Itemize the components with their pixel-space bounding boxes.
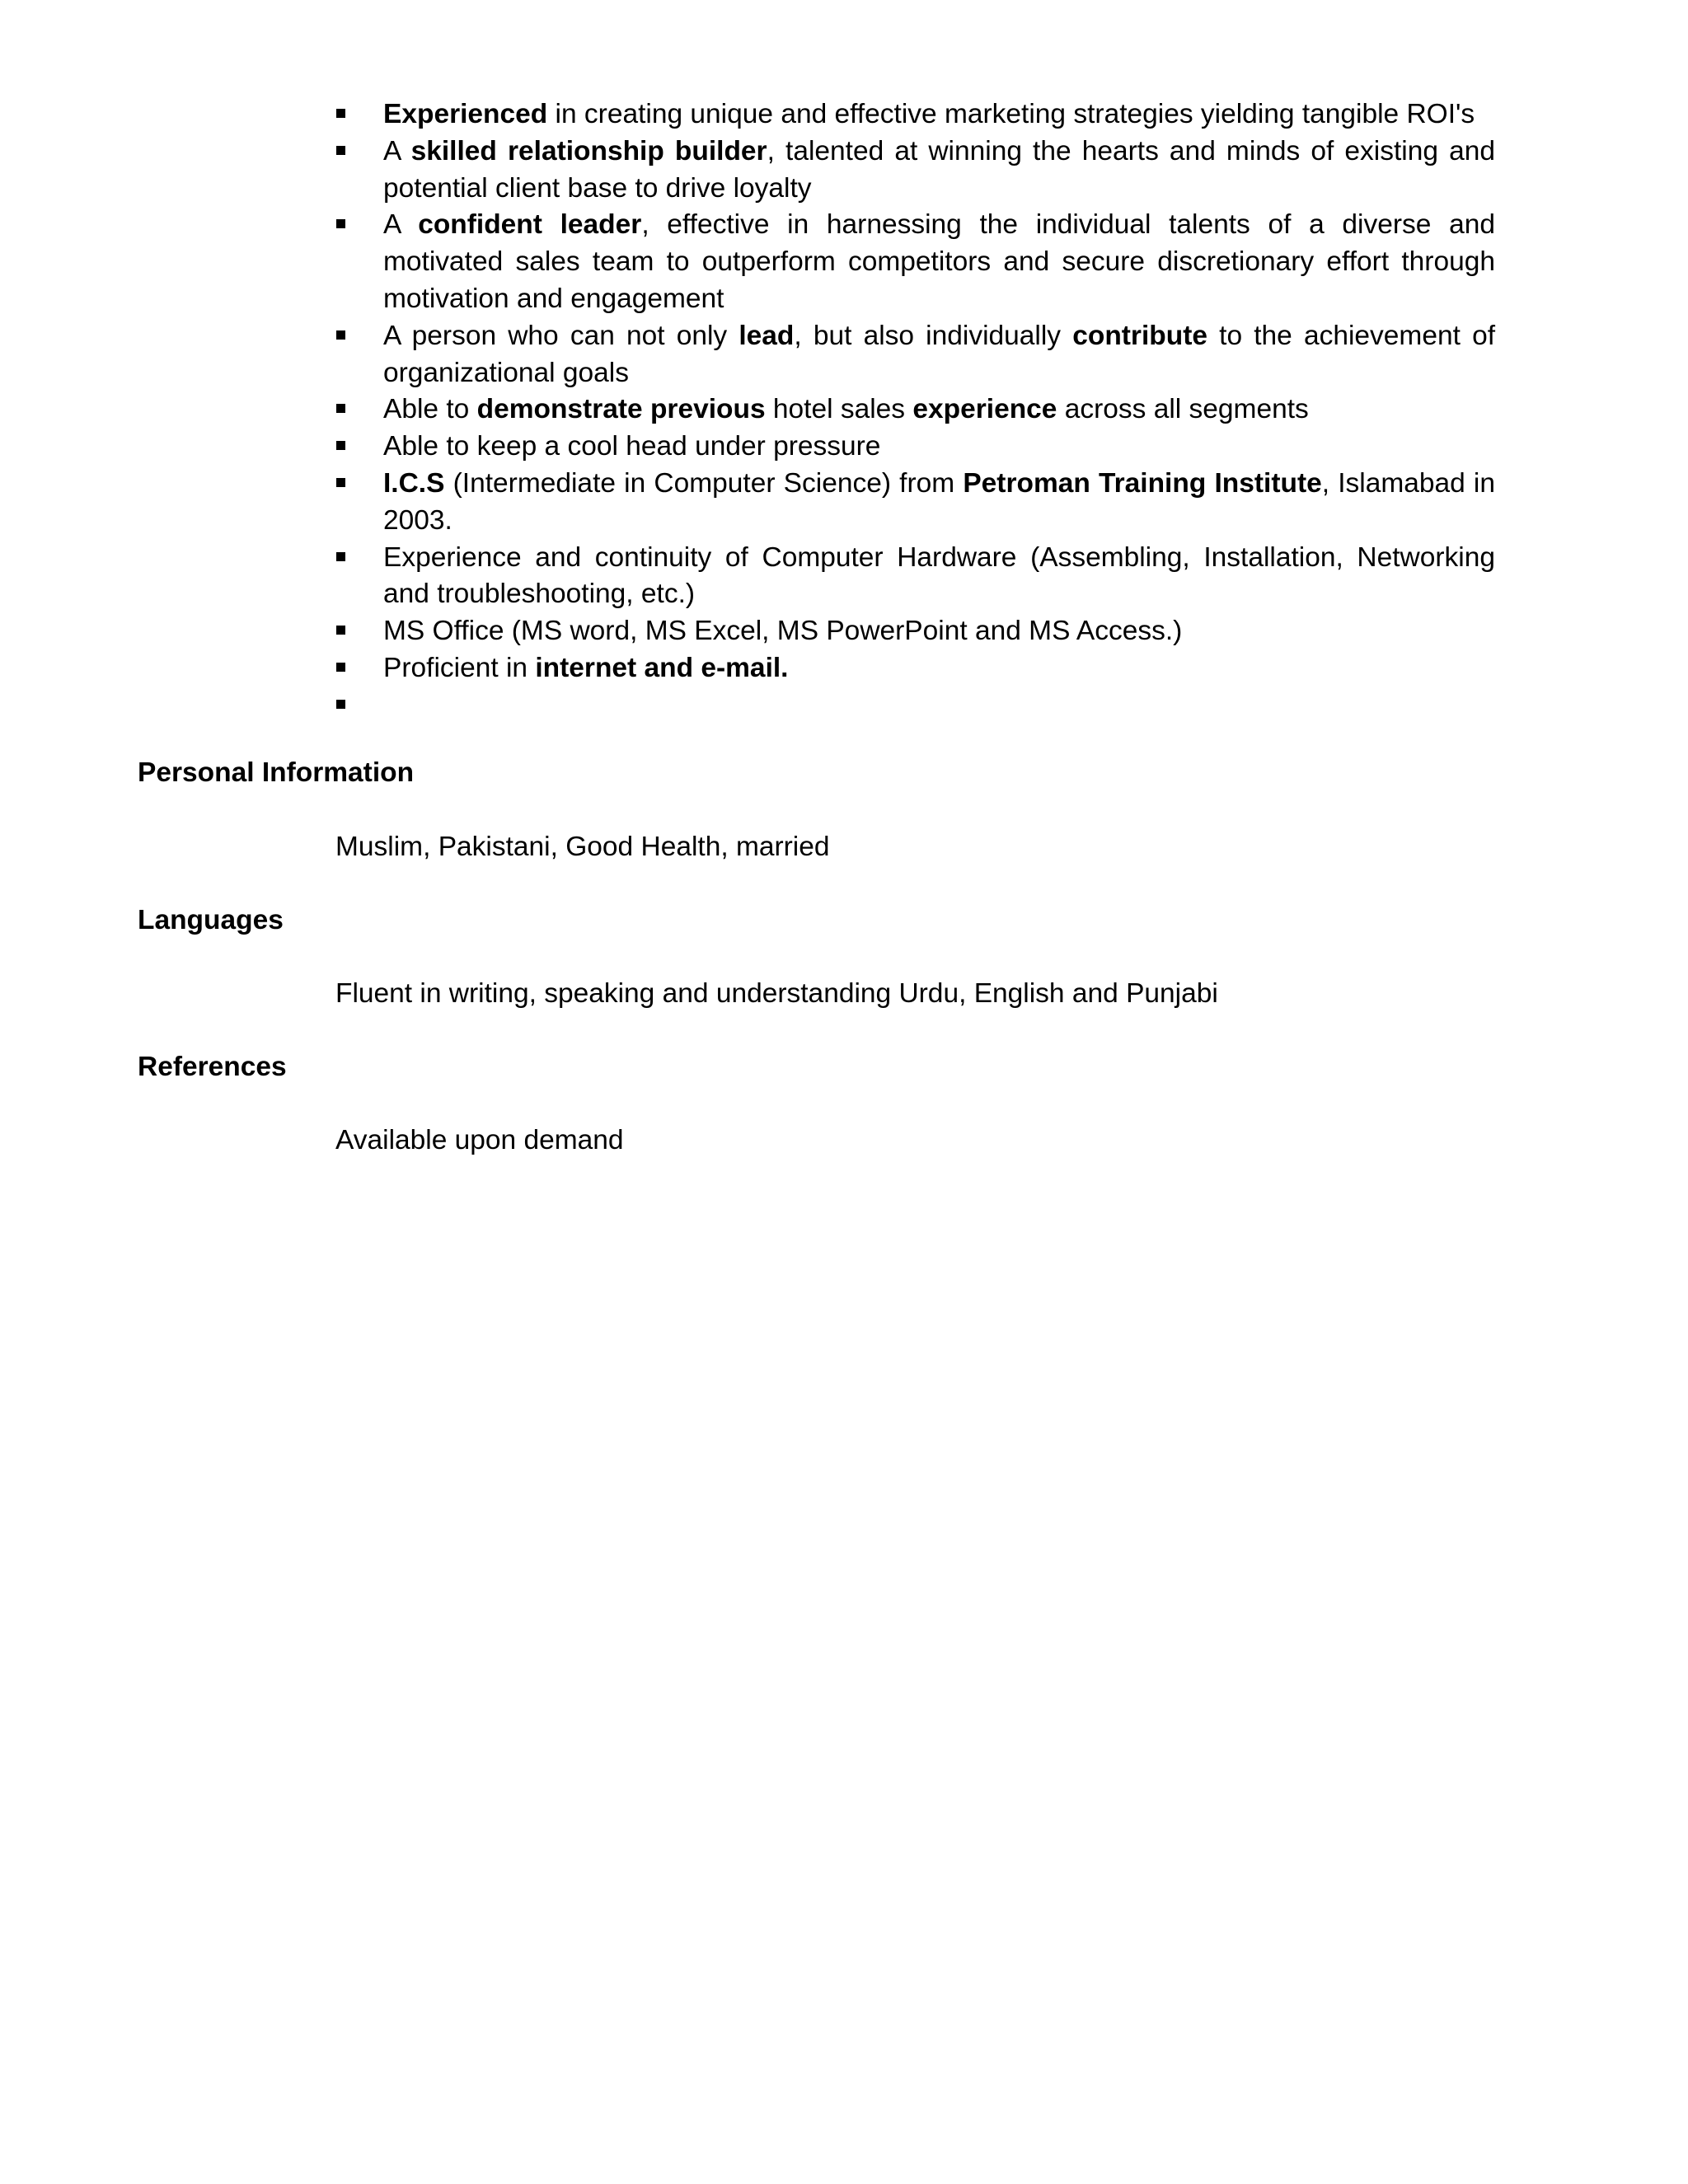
text-segment: A [383, 209, 419, 241]
skill-bullet-item [331, 96, 1495, 134]
text-segment: (Intermediate in Computer Science) from [444, 467, 964, 499]
text-segment: , talented at winning the hearts and minds of existing and potential client base to drive loyalty [383, 135, 1495, 204]
bold-text-segment: experience [912, 394, 1057, 425]
languages-heading: Languages [138, 905, 284, 935]
skill-bullet-item [331, 540, 1495, 614]
square-bullet-icon [336, 330, 345, 340]
skills-bullet-list [331, 96, 1495, 724]
skill-bullet-text [383, 209, 1495, 314]
skill-bullet-text [383, 321, 1495, 388]
personal-information-heading: Personal Information [138, 757, 415, 788]
skill-bullet-text [383, 542, 1495, 610]
bold-text-segment: contribute [1072, 320, 1207, 351]
square-bullet-icon [336, 626, 345, 635]
skill-bullet-item [331, 391, 1495, 429]
text-segment: across all segments [1057, 394, 1309, 425]
skill-bullet-item [331, 134, 1495, 208]
bold-text-segment: skilled relationship builder [410, 135, 767, 166]
skill-bullet-text [383, 394, 1309, 424]
square-bullet-icon [336, 441, 345, 450]
skill-bullet-text [383, 653, 789, 683]
skill-bullet-text [383, 690, 391, 720]
skill-bullet-text [383, 99, 1475, 129]
bold-text-segment: Petroman Training Institute [963, 467, 1322, 499]
bold-text-segment: demonstrate previous [476, 394, 766, 425]
skill-bullet-item [331, 613, 1495, 650]
references-text: Available upon demand [335, 1125, 624, 1155]
text-segment: A [383, 135, 411, 166]
skill-bullet-item [331, 687, 1495, 724]
skill-bullet-item [331, 318, 1495, 392]
text-segment: , effective in harnessing the individual talents of a diverse and motivated sales team to outperform competitors and secure discretionary effort through motivation and engagement [383, 209, 1495, 314]
skill-bullet-text [383, 431, 880, 462]
skill-bullet-text [383, 616, 1182, 646]
square-bullet-icon [336, 219, 345, 228]
square-bullet-icon [336, 146, 345, 155]
skill-bullet-text [383, 136, 1495, 204]
references-heading: References [138, 1052, 287, 1082]
text-segment: MS Office (MS word, MS Excel, MS PowerPoint and MS Access.) [383, 616, 1183, 647]
square-bullet-icon [336, 700, 345, 709]
text-segment: , but also individually [794, 320, 1073, 351]
text-segment: , Islamabad in 2003. [383, 467, 1496, 536]
text-segment: Able to keep a cool head under pressure [383, 431, 881, 462]
bold-text-segment: internet and e-mail. [535, 652, 789, 683]
square-bullet-icon [336, 552, 345, 561]
text-segment: Able to [383, 394, 477, 425]
square-bullet-icon [336, 663, 345, 672]
text-segment: Experience and continuity of Computer Hardware (Assembling, Installation, Networking and troubleshooting, etc.) [383, 541, 1495, 610]
text-segment: hotel sales [765, 394, 913, 425]
personal-information-text: Muslim, Pakistani, Good Health, married [335, 832, 830, 862]
text-segment: A person who can not only [383, 320, 739, 351]
bold-text-segment: Experienced [383, 99, 548, 129]
skill-bullet-item [331, 207, 1495, 317]
skill-bullet-item [331, 429, 1495, 466]
bold-text-segment: I.C.S [383, 467, 445, 499]
skill-bullet-text [383, 468, 1495, 536]
languages-text: Fluent in writing, speaking and understanding Urdu, English and Punjabi [335, 978, 1218, 1009]
skill-bullet-item [331, 466, 1495, 540]
text-segment: in creating unique and effective marketing strategies yielding tangible ROI's [547, 99, 1475, 129]
text-segment: to the achievement of organizational goals [383, 320, 1496, 388]
square-bullet-icon [336, 109, 345, 118]
bold-text-segment: lead [738, 320, 795, 351]
bold-text-segment: confident leader [418, 209, 642, 241]
square-bullet-icon [336, 404, 345, 413]
square-bullet-icon [336, 478, 345, 487]
text-segment: Proficient in [383, 652, 536, 683]
skill-bullet-item [331, 650, 1495, 687]
